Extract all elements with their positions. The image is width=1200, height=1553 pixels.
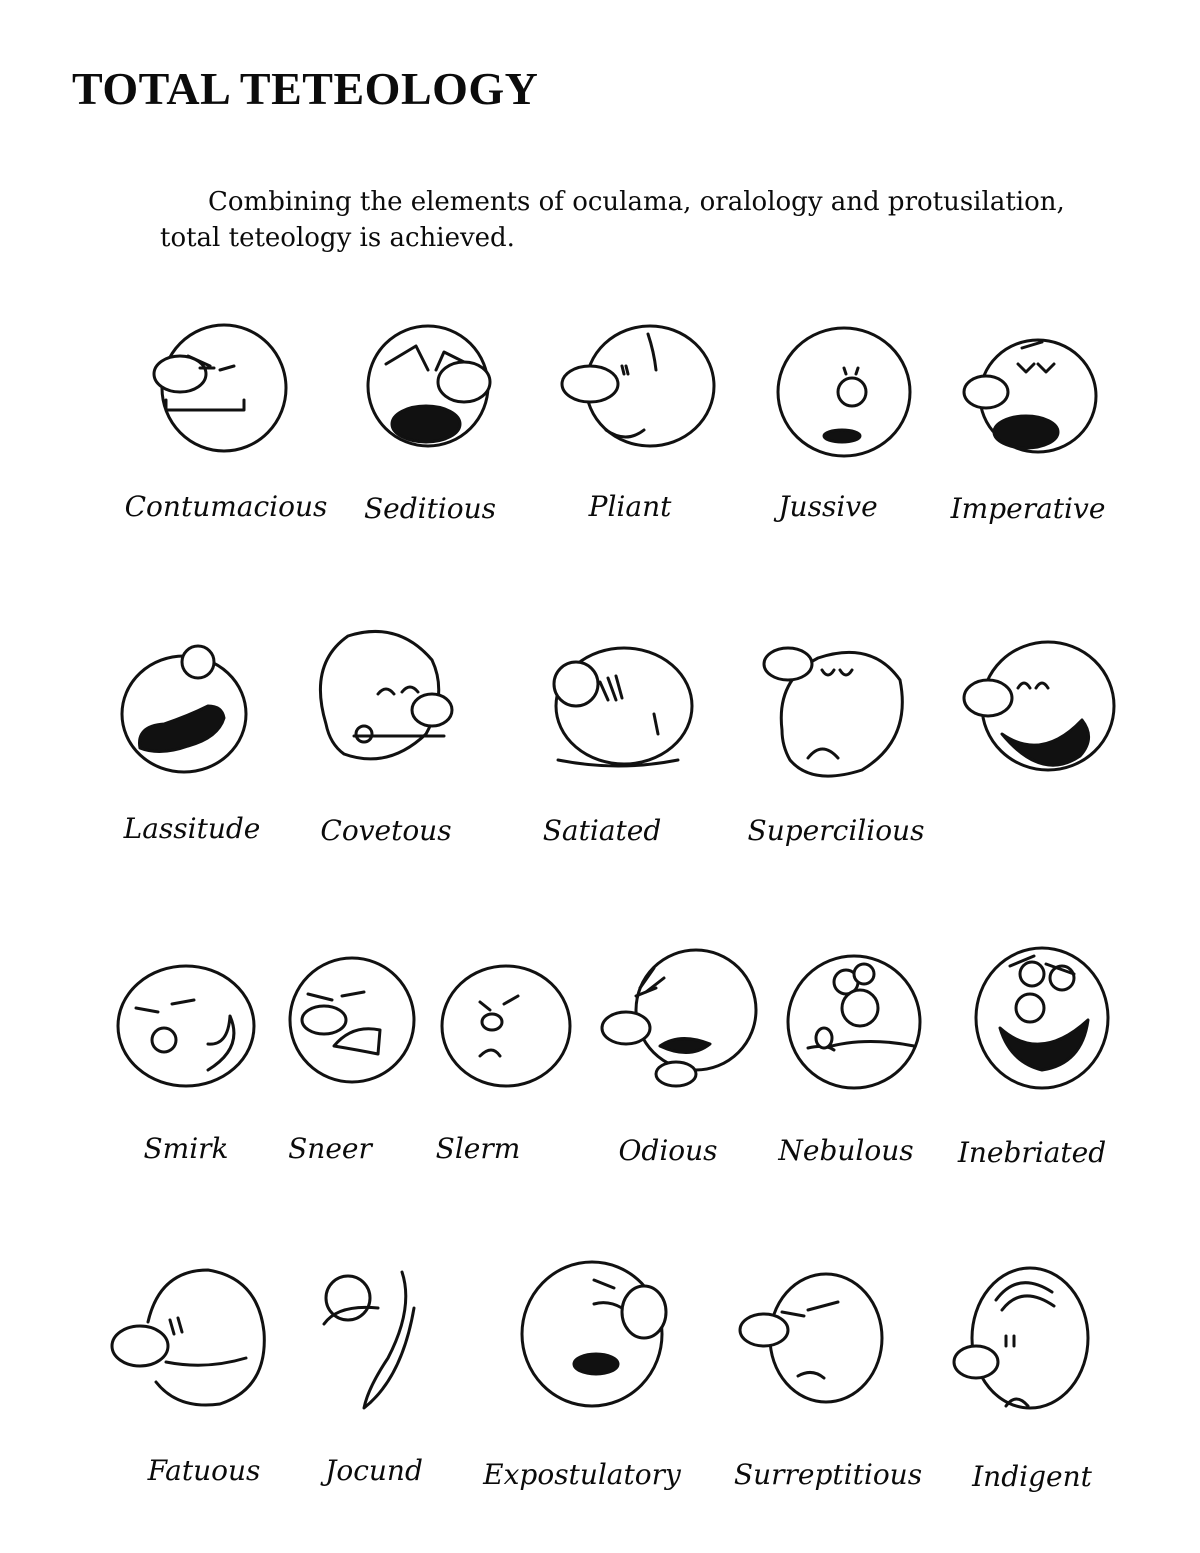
unlabeled-laughing-face xyxy=(962,638,1122,778)
label-inebriated: Inebriated xyxy=(957,1136,1107,1169)
supercilious-face xyxy=(762,640,912,780)
label-imperative: Imperative xyxy=(950,492,1106,525)
label-nebulous: Nebulous xyxy=(778,1134,914,1167)
expostulatory-face xyxy=(520,1258,670,1408)
nebulous-face xyxy=(784,952,924,1092)
label-pliant: Pliant xyxy=(588,490,672,523)
smirk-face xyxy=(116,964,256,1090)
satiated-face xyxy=(538,642,698,782)
label-lassitude: Lassitude xyxy=(123,812,261,845)
imperative-face xyxy=(962,334,1102,464)
label-covetous: Covetous xyxy=(320,814,452,847)
seditious-face xyxy=(366,324,496,454)
jussive-face xyxy=(774,322,914,462)
intro-line-2: total teteology is achieved. xyxy=(160,223,515,253)
label-seditious: Seditious xyxy=(363,492,497,525)
slerm-face xyxy=(440,964,572,1090)
page-title: TOTAL TETEOLOGY xyxy=(72,63,539,114)
label-supercilious: Supercilious xyxy=(747,814,925,847)
label-jocund: Jocund xyxy=(325,1454,423,1487)
label-surreptitious: Surreptitious xyxy=(733,1458,923,1491)
label-expostulatory: Expostulatory xyxy=(483,1458,681,1491)
intro-paragraph xyxy=(160,184,1100,256)
sneer-face xyxy=(288,958,418,1084)
label-odious: Odious xyxy=(618,1134,718,1167)
indigent-face xyxy=(950,1266,1090,1416)
odious-face xyxy=(600,948,760,1088)
label-smirk: Smirk xyxy=(143,1132,229,1165)
label-sneer: Sneer xyxy=(288,1132,372,1165)
label-slerm: Slerm xyxy=(435,1132,521,1165)
contumacious-face xyxy=(148,318,288,458)
covetous-face xyxy=(308,624,468,774)
label-contumacious: Contumacious xyxy=(124,490,328,523)
surreptitious-face xyxy=(738,1270,888,1410)
lassitude-face xyxy=(118,644,258,774)
intro-line-1: Combining the elements of oculama, oralology and protusilation, xyxy=(208,187,1065,217)
label-fatuous: Fatuous xyxy=(147,1454,261,1487)
label-jussive: Jussive xyxy=(778,490,878,523)
label-satiated: Satiated xyxy=(542,814,662,847)
inebriated-face xyxy=(970,946,1110,1096)
fatuous-face xyxy=(108,1262,268,1412)
jocund-face xyxy=(318,1268,418,1418)
label-indigent: Indigent xyxy=(972,1460,1092,1493)
pliant-face xyxy=(560,322,720,452)
